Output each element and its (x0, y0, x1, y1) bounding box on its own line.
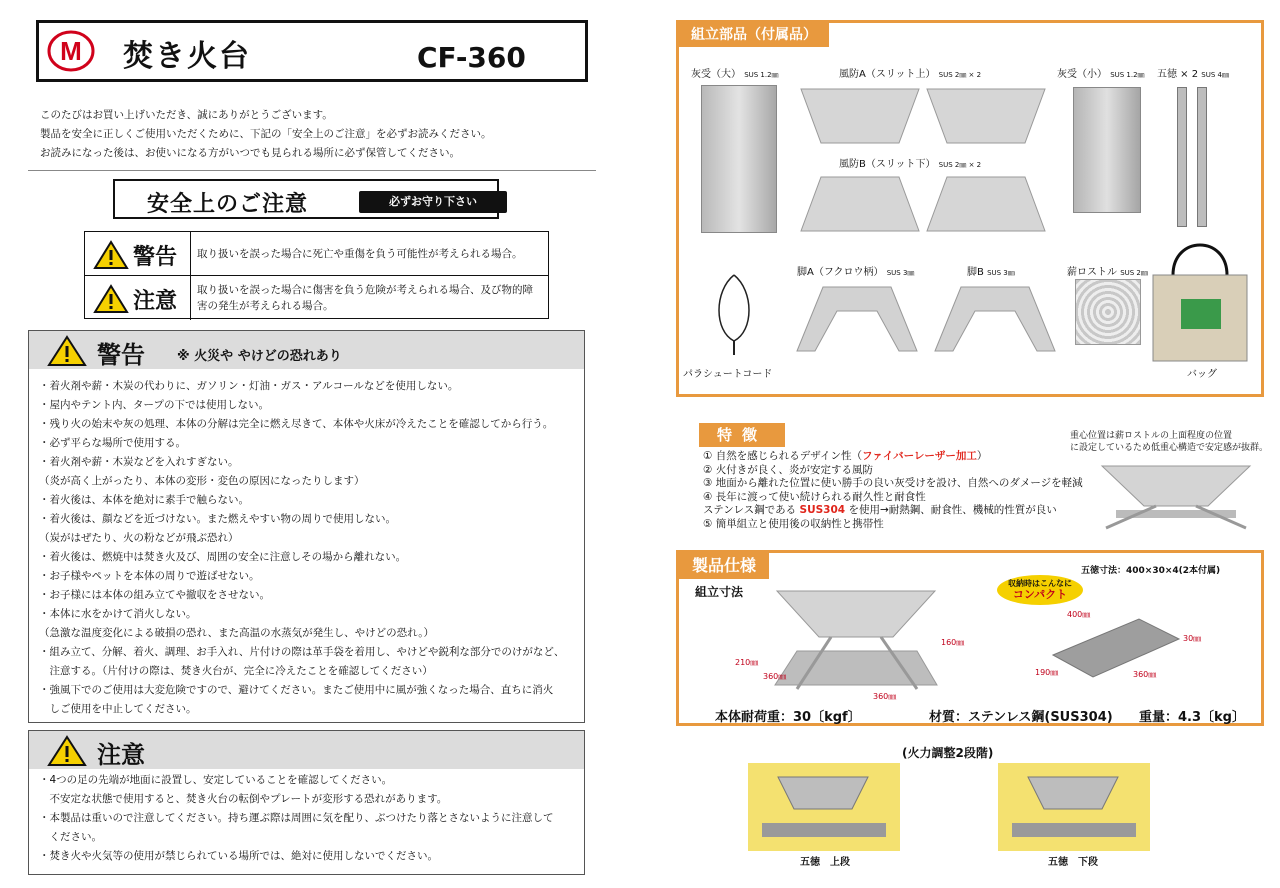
parts-section (676, 20, 1264, 397)
warning-triangle-icon (93, 240, 129, 270)
compact-badge: 収納時はこんなに コンパクト (997, 575, 1083, 605)
features-heading: 特徴 (699, 423, 785, 447)
fire-upper-image (748, 763, 900, 851)
features-note: 重心位置は薪ロストルの上面程度の位置 に設定しているため低重心構造で安定感が抜群。 (1070, 431, 1269, 453)
fire-adjust-title: (火力調整2段階) (902, 746, 994, 760)
part-label: 風防A（スリット上） SUS 2㎜ × 2 (839, 69, 982, 80)
caution-section (28, 730, 585, 875)
windscreen-b-image (799, 173, 1049, 235)
definition-label: 注意 (133, 289, 178, 314)
leg-b-image (931, 281, 1059, 355)
definition-label: 警告 (133, 245, 178, 270)
intro-line: 製品を安全に正しくご使用いただくために、下記の「安全上のご注意」を必ずお読みください。 (40, 128, 492, 140)
divider (28, 170, 596, 171)
feature-item: ① 自然を感じられるデザイン性（ファイバーレーザー加工） (703, 450, 988, 462)
svg-text:M: M (60, 36, 82, 66)
features-list (703, 450, 1083, 531)
caution-list (39, 771, 578, 866)
part-label: 灰受（大） SUS 1.2㎜ (691, 69, 779, 80)
paracord-image (709, 271, 759, 361)
material: 材質：ステンレス鋼(SUS304) (929, 710, 1113, 725)
grate-image (1075, 279, 1141, 345)
warning-subheading: ※ 火災や やけどの恐れあり (177, 349, 342, 364)
list-item: ・お子様には本体の組み立てや撤収をさせない。 (39, 589, 270, 601)
list-item: ・着火剤や薪・木炭の代わりに、ガソリン・灯油・ガス・アルコールなどを使用しない。 (39, 380, 459, 392)
ash-tray-large-image (701, 85, 777, 233)
part-label: 風防B（スリット下） SUS 2㎜ × 2 (839, 159, 982, 170)
part-label: 灰受（小） SUS 1.2㎜ (1057, 69, 1145, 80)
warning-list (39, 377, 578, 719)
list-item: （炎が高く上がったり、本体の変形・変色の原因になったりします） (39, 475, 365, 487)
list-item: ・必ず平らな場所で使用する。 (39, 437, 186, 449)
list-item: ・強風下でのご使用は大変危険ですので、避けてください。またご使用中に風が強くなった場合、直ちに消火 (39, 684, 554, 696)
part-label: 五徳 × 2 SUS 4㎜ (1157, 69, 1229, 80)
caution-heading: 注意 (97, 741, 145, 769)
definition-desc: 取り扱いを誤った場合に傷害を負う危険が考えられる場合、及び物的障害の発生が考えられる場合。 (197, 284, 533, 312)
list-item: ・着火後は、顔などを近づけない。また燃えやすい物の周りで使用しない。 (39, 513, 396, 525)
must-read-badge: 必ずお守り下さい (359, 191, 507, 213)
feature-item: ステンレス鋼である SUS304 を使用→耐熱鋼、耐食性、機械的性質が良い (703, 504, 1057, 516)
windscreen-a-image (799, 85, 1049, 147)
model-number: CF-360 (417, 41, 526, 74)
feature-item: ④ 長年に渡って使い続けられる耐久性と耐食性 (703, 490, 926, 503)
warning-triangle-icon (47, 335, 87, 367)
list-item: ・4つの足の先端が地面に設置し、安定していることを確認してください。 (39, 774, 393, 786)
caution-triangle-icon (93, 284, 129, 314)
intro-line: お読みになった後は、お使いになる方がいつでも見られる場所に必ず保管してください。 (40, 147, 460, 159)
trivet-size: 五徳寸法：400×30×4(2本付属) (1081, 566, 1221, 576)
list-item: 注意する。（片付けの際は、焚き火台が、完全に冷えたことを確認してください） (39, 665, 433, 677)
ash-tray-small-image (1073, 87, 1141, 213)
caution-triangle-icon (47, 735, 87, 767)
safety-title-box (113, 179, 499, 219)
part-label: 脚A（フクロウ柄） SUS 3㎜ (797, 267, 915, 278)
list-item: 不安定な状態で使用すると、焚き火台の転倒やプレートが変形する恐れがあります。 (39, 793, 448, 805)
assembled-product-image (767, 585, 945, 695)
list-item: ・本製品は重いので注意してください。持ち運ぶ際は周囲に気を配り、ぶつけたり落とさないように注意して (39, 812, 554, 824)
part-label: 脚B SUS 3㎜ (967, 267, 1015, 278)
list-item: ・残り火の始末や灰の処理、本体の分解は完全に燃え尽きて、本体や火床が冷えたことを確認してから行う。 (39, 418, 554, 430)
intro-line: このたびはお買い上げいただき、誠にありがとうございます。 (40, 109, 333, 121)
title-box (36, 20, 588, 82)
list-item: しご使用を中止してください。 (39, 703, 197, 715)
list-item: ください。 (39, 831, 102, 843)
list-item: （炭がはぜたり、火の粉などが飛ぶ恐れ） (39, 532, 239, 544)
definition-desc: 取り扱いを誤った場合に死亡や重傷を負う可能性が考えられる場合。 (197, 248, 523, 260)
fire-lower-caption: 五徳 下段 (1048, 857, 1098, 868)
list-item: ・屋内やテント内、タープの下では使用しない。 (39, 399, 269, 411)
part-label: パラシュートコード (683, 369, 773, 380)
trivet-image (1177, 87, 1187, 227)
list-item: （急激な温度変化による破損の恐れ、また高温の水蒸気が発生し、やけどの恐れ。） (39, 627, 435, 639)
feature-item: ⑤ 簡単組立と使用後の収納性と携帯性 (703, 517, 884, 530)
list-item: ・着火後は、本体を絶対に素手で触らない。 (39, 494, 249, 506)
parts-heading: 組立部品（付属品） (679, 23, 829, 47)
spec-heading: 製品仕様 (679, 553, 769, 579)
load-capacity: 本体耐荷重：30〔kgf〕 (715, 710, 861, 725)
page-title: 焚き火台 (123, 39, 251, 74)
weight: 重量：4.3〔kg〕 (1139, 710, 1245, 725)
fire-upper-caption: 五徳 上段 (800, 857, 850, 868)
bag-image (1151, 229, 1249, 363)
warning-heading: 警告 (97, 341, 145, 369)
stored-product-image (1049, 615, 1183, 683)
center-of-gravity-image (1096, 462, 1256, 532)
safety-title: 安全上のご注意 (147, 192, 309, 217)
list-item: ・本体に水をかけて消火しない。 (39, 608, 197, 620)
feature-item: ② 火付きが良く、炎が安定する風防 (703, 463, 874, 476)
warning-section (28, 330, 585, 723)
list-item: ・組み立て、分解、着火、調理、お手入れ、片付けの際は革手袋を着用し、やけどや鋭利な部分でのけがなど、 (39, 646, 565, 658)
spec-section: 製品仕様 組立寸法 160㎜ 210㎜ 360㎜ 360㎜ 五徳寸法：400×30×4(2本付属) 収納時はこんなに コンパクト 400㎜ 30㎜ 190㎜ 360㎜ 本体耐荷重：30〔kgf〕 材質：ステンレス鋼(SUS304) 重量：4.3〔kg〕 (676, 550, 1264, 726)
feature-item: ③ 地面から離れた位置に使い勝手の良い灰受けを設け、自然へのダメージを軽減 (703, 477, 1083, 489)
fire-lower-image (998, 763, 1150, 851)
assembled-size-label: 組立寸法 (695, 585, 744, 599)
trivet-image (1197, 87, 1207, 227)
definition-table (84, 231, 549, 319)
list-item: ・焚き火や火気等の使用が禁じられている場所では、絶対に使用しないでください。 (39, 850, 438, 862)
list-item: ・着火後は、燃焼中は焚き火及び、周囲の安全に注意しその場から離れない。 (39, 551, 407, 563)
part-label: バッグ (1187, 369, 1217, 380)
list-item: ・着火剤や薪・木炭などを入れすぎない。 (39, 456, 239, 468)
leg-a-image (793, 281, 921, 355)
part-label: 薪ロストル SUS 2㎜ (1067, 267, 1148, 278)
definition-row-caution (85, 276, 548, 320)
definition-row-warning (85, 232, 548, 276)
brand-logo (47, 29, 95, 73)
list-item: ・お子様やペットを本体の周りで遊ばせない。 (39, 570, 260, 582)
